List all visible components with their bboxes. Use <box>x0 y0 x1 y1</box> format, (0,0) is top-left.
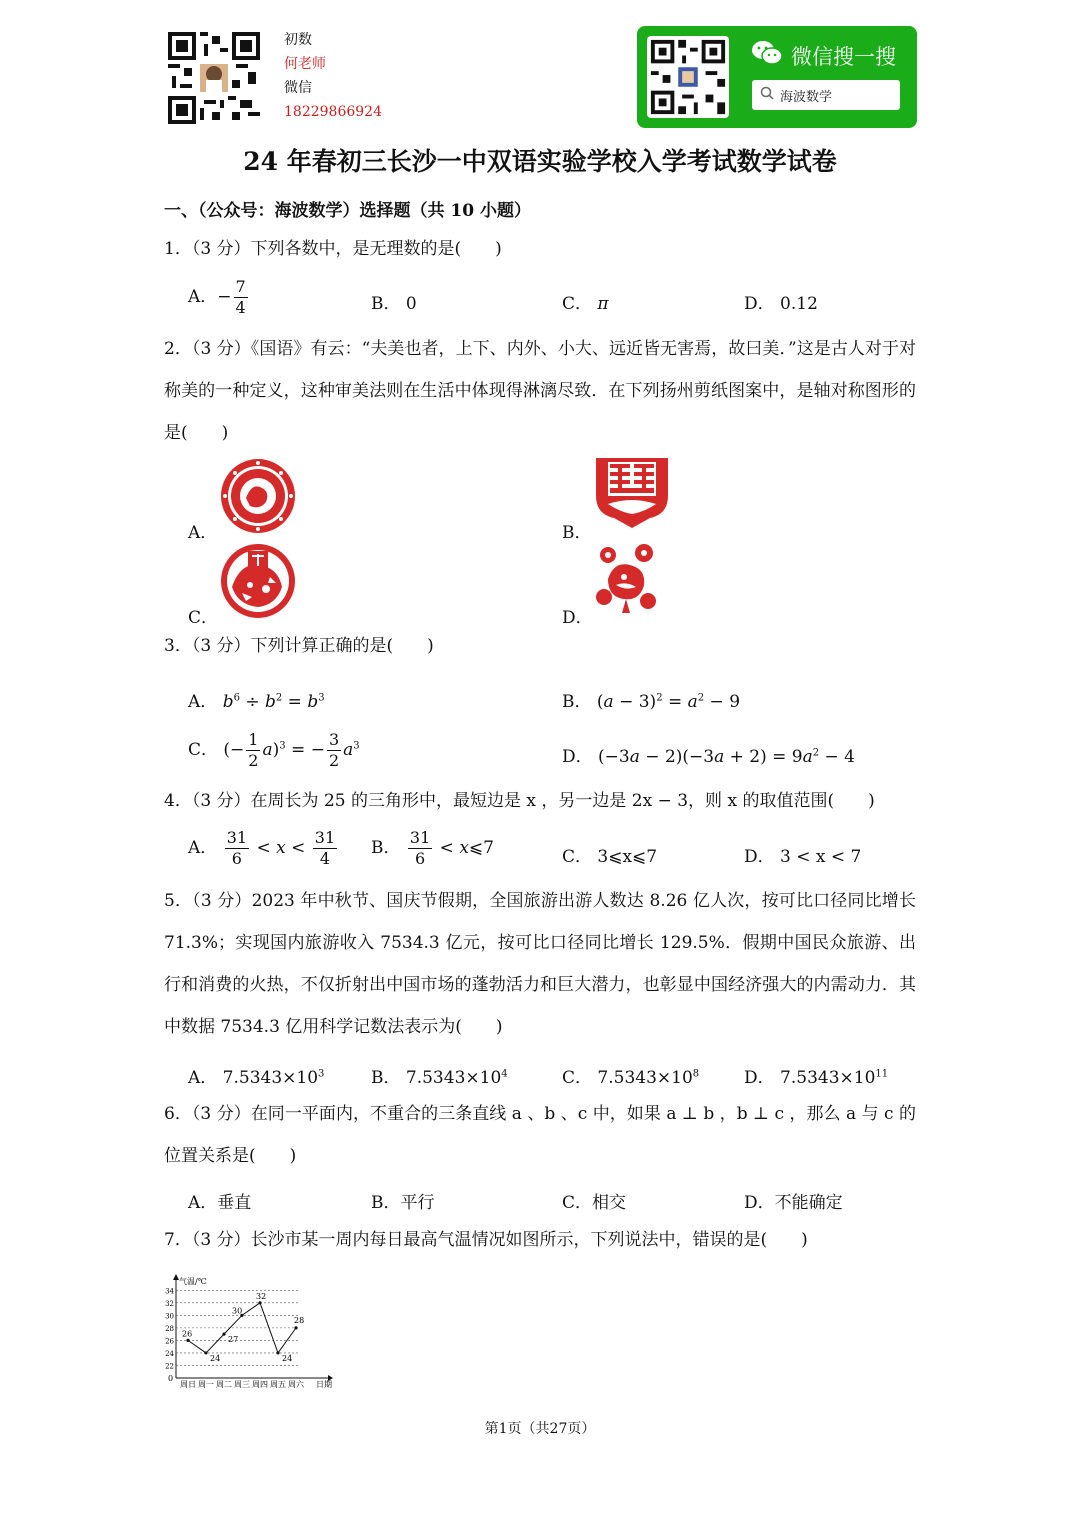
wechat-logo-icon <box>751 40 783 71</box>
q6-option-d[interactable]: D．不能确定 <box>744 1193 843 1213</box>
section-heading: 一、（公众号：海波数学）选择题（共 10 小题） <box>164 201 531 221</box>
q3-option-a-label: A． <box>188 692 218 712</box>
question-7-stem: 7．（3 分）长沙市某一周内每日最高气温情况如图所示，下列说法中，错误的是( ) <box>164 1230 808 1250</box>
q5-option-c-text: C． 7.5343×10 <box>562 1068 693 1088</box>
y-tick-label: 26 <box>165 1337 174 1346</box>
q4-option-d[interactable]: D． 3 < x < 7 <box>744 847 862 867</box>
contact-line-3: 微信 <box>284 80 312 96</box>
q3-option-c-label: C． <box>188 740 219 760</box>
paper-cut-a-image <box>220 458 296 538</box>
question-5-stem: 5．（3 分）2023 年中秋节、国庆节假期，全国旅游出游人数达 8.26 亿人次，按可比口径同比增长 71.3%；实现国内旅游收入 7534.3 亿元，按可比口径同比增长 129.5%．假期中国民众旅游、出行和消费的火热，不仅折射出中国市场的蓬勃活力和巨大潜力，也彰显中国经济强大的内需动力．其中数据 7534.3 亿用科学记数法表示为( ) <box>164 891 916 1037</box>
data-label: 28 <box>294 1315 305 1325</box>
y-tick-label: 32 <box>165 1299 174 1308</box>
question-1-stem: 1．（3 分）下列各数中，是无理数的是( ) <box>164 239 502 259</box>
wechat-search-text: 海波数学 <box>780 89 833 105</box>
question-6-stem: 6．（3 分）在同一平面内，不重合的三条直线 a 、b 、c 中，如果 a ⊥ b ，b ⊥ c ，那么 a 与 c 的位置关系是( ) <box>164 1104 916 1166</box>
y-tick-label: 30 <box>165 1312 174 1321</box>
y-axis-label: 气温/℃ <box>179 1277 207 1286</box>
q5-option-b[interactable] <box>371 1063 508 1088</box>
x-axis-label: 日期 <box>316 1380 332 1389</box>
question-2-stem: 2．（3 分）《国语》有云：“夫美也者，上下、内外、小大、远近皆无害焉，故曰美．”这是古人对于对称美的一种定义，这种审美法则在生活中体现得淋漓尽致．在下列扬州剪纸图案中，是轴对称图形的是( ) <box>164 339 916 443</box>
q2-option-c[interactable]: C． <box>188 608 219 628</box>
q1-option-a-fraction <box>234 277 248 318</box>
q1-option-c-label: C． <box>562 294 593 314</box>
q3-option-b-label: B． <box>562 692 592 712</box>
y-tick-label: 34 <box>165 1287 174 1296</box>
q4-option-c[interactable]: C． 3⩽x⩽7 <box>562 847 658 867</box>
x-tick-label: 周三 <box>234 1380 250 1389</box>
data-label: 32 <box>256 1291 267 1301</box>
page-title: 24 年春初三长沙一中双语实验学校入学考试数学试卷 <box>243 147 837 176</box>
q5-option-b-text: B． 7.5343×10 <box>371 1068 502 1088</box>
wechat-search-box[interactable] <box>752 80 900 110</box>
question-3-stem: 3．（3 分）下列计算正确的是( ) <box>164 636 434 656</box>
data-point <box>186 1339 189 1342</box>
y-tick-label: 28 <box>165 1324 174 1333</box>
q5-option-a-text: A． 7.5343×10 <box>188 1068 319 1088</box>
wechat-brand <box>751 40 896 71</box>
contact-line-1: 初数 <box>284 32 312 48</box>
q3-option-d[interactable]: D． $(-3a - 2)(-3a + 2) = 9a^2 - 4$ <box>562 747 855 767</box>
x-tick-label: 周一 <box>198 1380 214 1389</box>
contact-line-2: 何老师 <box>284 56 326 72</box>
q3-option-b[interactable]: B． $(a - 3)^2 = a^2 - 9$ <box>562 692 741 712</box>
data-label: 27 <box>228 1335 239 1345</box>
q5-option-d[interactable] <box>744 1063 888 1088</box>
data-point <box>294 1326 297 1329</box>
q5-option-d-text: D． 7.5343×10 <box>744 1068 876 1088</box>
q2-option-b[interactable]: B． <box>562 523 592 543</box>
q2-option-a[interactable]: A． <box>188 523 218 543</box>
data-point <box>222 1333 225 1336</box>
qr-code <box>168 32 260 124</box>
q5-option-d-exp: 11 <box>875 1068 889 1080</box>
x-tick-label: 周四 <box>252 1380 268 1389</box>
data-label: 30 <box>232 1306 243 1316</box>
q1-option-d[interactable]: D． 0.12 <box>744 294 818 314</box>
wechat-brand-text: 微信搜一搜 <box>791 44 896 69</box>
q3-option-a[interactable]: A． $b^6 \div b^2 = b^3$ <box>188 692 325 712</box>
q1-a-numerator: 7 <box>235 277 246 296</box>
wechat-search-card[interactable] <box>637 26 917 128</box>
x-tick-label: 周六 <box>288 1380 304 1389</box>
data-label: 24 <box>282 1353 293 1363</box>
q1-option-c[interactable] <box>562 289 609 314</box>
q5-option-b-exp: 4 <box>501 1068 508 1080</box>
q5-option-a-exp: 3 <box>318 1068 325 1080</box>
search-icon <box>760 86 774 104</box>
temperature-line-chart <box>160 1272 340 1392</box>
q3-option-c[interactable]: C． (− $\frac{1}{2}$ a)$^3$ = − $\frac{3}{2}$ $a^3$ <box>188 730 360 770</box>
data-label: 26 <box>182 1329 193 1339</box>
q1-a-denominator: 4 <box>235 298 246 317</box>
y-tick-label: 24 <box>165 1349 174 1358</box>
q6-option-a[interactable]: A．垂直 <box>188 1193 252 1213</box>
q5-option-c-exp: 8 <box>692 1068 700 1080</box>
q4-option-b-label: B． <box>371 838 401 858</box>
y-tick-label: 22 <box>165 1362 174 1371</box>
q4-option-a-label: A． <box>188 838 218 858</box>
paper-cut-c-image <box>220 543 296 623</box>
x-tick-label: 周日 <box>180 1380 196 1389</box>
q6-option-c[interactable]: C．相交 <box>562 1193 627 1213</box>
contact-block <box>284 28 382 124</box>
paper-cut-b-image <box>594 456 670 534</box>
wechat-qr-code <box>647 36 729 118</box>
q4-option-a[interactable]: A． $\frac{31}{6}$ < x < $\frac{31}{4}$ <box>188 828 336 868</box>
data-label: 24 <box>210 1353 221 1363</box>
q6-option-b[interactable]: B．平行 <box>371 1193 435 1213</box>
x-tick-label: 周五 <box>270 1380 286 1389</box>
q3-option-d-label: D． <box>562 747 593 767</box>
q1-option-a-label: A．− <box>188 287 232 307</box>
q4-option-b[interactable]: B． $\frac{31}{6}$ < x⩽7 <box>371 828 494 868</box>
question-4-stem: 4．（3 分）在周长为 25 的三角形中，最短边是 x ，另一边是 2x − 3，则 x 的取值范围( ) <box>164 791 875 811</box>
q1-option-b[interactable]: B． 0 <box>371 294 417 314</box>
data-point <box>204 1351 207 1354</box>
contact-phone: 18229866924 <box>284 104 382 120</box>
q5-option-c[interactable] <box>562 1063 699 1088</box>
page-footer: 第1页（共27页） <box>484 1421 596 1437</box>
q1-option-a[interactable] <box>188 277 250 318</box>
data-point <box>276 1351 279 1354</box>
x-tick-label: 周二 <box>216 1380 232 1389</box>
data-point <box>258 1301 261 1304</box>
q2-option-d[interactable]: D． <box>562 608 593 628</box>
q5-option-a[interactable] <box>188 1063 324 1088</box>
paper-cut-d-image <box>594 543 660 619</box>
q1-option-c-value: π <box>597 294 609 314</box>
origin-label: 0 <box>168 1374 174 1383</box>
